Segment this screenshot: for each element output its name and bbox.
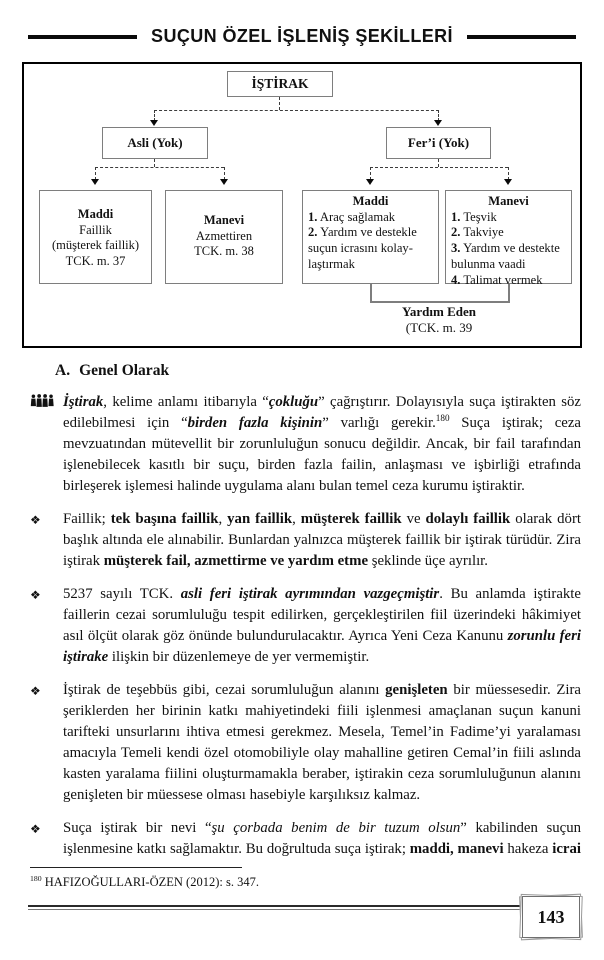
node-list-item: 2. Yardım ve destekle suçun icrasını kolaylaştırmak: [308, 225, 417, 271]
bullet-cell: [30, 680, 63, 806]
flow-node-istirak: İŞTİRAK: [227, 71, 333, 97]
paragraph: [30, 509, 581, 572]
body-content: [30, 362, 581, 860]
node-title: Maddi: [352, 194, 389, 208]
section-heading-text: Genel Olarak: [79, 362, 170, 379]
flow-node-feri: Fer’i (Yok): [386, 127, 491, 159]
yardim-eden-title: Yardım Eden: [401, 304, 477, 319]
flow-node-asli: Asli (Yok): [102, 127, 208, 159]
flow-node-asli-manevi: [165, 190, 283, 284]
bracket-line: [370, 301, 510, 303]
connector-line: [279, 97, 280, 110]
paragraph-text: Suça iştirak bir nevi “şu çorbada benim de bir tuzum olsun” kabilinden suçun işlenmesine katkı sağlamaktır. Bu doğrultuda suça iştirak; maddi, manevi hakeza icrai: [63, 820, 581, 857]
node-title: Manevi: [488, 194, 529, 208]
diamond-bullet-icon: ❖: [30, 822, 41, 836]
bullet-cell: [30, 392, 63, 497]
header-rule-left: [28, 35, 137, 39]
flow-node-feri-manevi: [445, 190, 572, 287]
bracket-line: [508, 284, 510, 301]
arrowhead-icon: [220, 179, 228, 185]
node-list-item: 1. Araç sağlamak: [308, 209, 396, 224]
node-line: TCK. m. 38: [194, 244, 254, 259]
paragraph: [30, 818, 581, 860]
paragraph: [30, 680, 581, 806]
bullet-cell: [30, 584, 63, 668]
section-heading-prefix: A.: [55, 362, 71, 379]
node-line: Faillik: [79, 222, 112, 237]
node-line: Azmettiren: [195, 228, 253, 243]
istirak-flowchart: [22, 62, 582, 348]
diamond-bullet-icon: ❖: [30, 684, 41, 698]
connector-line: [154, 110, 439, 111]
diamond-bullet-icon: ❖: [30, 588, 41, 602]
page-number-badge: [520, 895, 582, 939]
node-list-item: 1. Teşvik: [451, 209, 497, 224]
page-header: [28, 26, 576, 47]
node-list-item: 2. Takviye: [451, 225, 504, 240]
connector-line: [370, 167, 508, 168]
page-number: 143: [522, 896, 580, 938]
section-heading: [55, 362, 581, 380]
bullet-cell: [30, 509, 63, 572]
bullet-cell: [30, 818, 63, 860]
arrowhead-icon: [366, 179, 374, 185]
arrowhead-icon: [504, 179, 512, 185]
node-title: Maddi: [77, 207, 114, 221]
footnote-text: $^{180}$ HAFIZOĞULLARI-ÖZEN (2012): s. 347.: [30, 873, 259, 889]
arrowhead-icon: [91, 179, 99, 185]
yardim-eden-subtitle: (TCK. m. 39: [405, 320, 473, 336]
flow-label-yardim-eden: [364, 304, 514, 337]
connector-line: [95, 167, 224, 168]
flow-node-feri-maddi: [302, 190, 439, 284]
header-rule-right: [467, 35, 576, 39]
crowd-icon: [30, 394, 55, 407]
footnote-separator: [30, 867, 242, 868]
diamond-bullet-icon: ❖: [30, 513, 41, 527]
node-line: (müşterek faillik): [51, 238, 140, 253]
page-title: SUÇUN ÖZEL İŞLENİŞ ŞEKİLLERİ: [151, 26, 453, 46]
flow-node-asli-maddi: [39, 190, 152, 284]
connector-line: [438, 159, 439, 167]
footnote: [30, 867, 560, 890]
connector-line: [154, 159, 155, 167]
paragraph: [30, 392, 581, 497]
paragraph-text: 5237 sayılı TCK. asli feri iştirak ayrımından vazgeçmiştir. Bu anlamda iştirakte faillerin cezai sorumluluğu tespit edilirken, gerçekleştirilen fiil üzerindeki hâkimiyet asıl ölçüt olarak göz önünde bulundurulacaktır. Ayrıca Yeni Ceza Kanunu zorunlu feri iştirake ilişkin bir düzenlemeye de yer vermemiştir.: [63, 586, 581, 665]
bottom-rule: [28, 905, 532, 910]
node-line: TCK. m. 37: [65, 253, 126, 268]
paragraph: [30, 584, 581, 668]
paragraph-text: İştirak de teşebbüs gibi, cezai sorumluluğun alanını genişleten bir müessesedir. Zira şeriklerden her birinin katkı mahiyetindeki fiili işlenmesi amaçlanan suçun kanuni tarifteki unsurlarını ihtiva etmesi gerekmez. Mesela, Temel’in Fadime’yi yaralaması amacıyla Temeli kendi özel otomobiliyle olay mahalline getiren Cemal’in fiili aslında kasten yaralama fiilini oluşturmamakla beraber, iştirakin ceza sorumluluğunun alanını genişleten bir müessese olması hasebiyle karşılıksız kalmaz.: [63, 682, 581, 803]
node-list-item: 4. Talimat vermek: [451, 272, 543, 287]
arrowhead-icon: [434, 120, 442, 126]
paragraph-text: Faillik; tek başına faillik, yan faillik, müşterek faillik ve dolaylı faillik olarak dört başlık altında ele alınabilir. Bunlardan yalnızca müşterek faillik bir iştirak türüdür. Zira iştirak müşterek fail, azmettirme ve yardım etme şeklinde üçe ayrılır.: [63, 511, 581, 569]
paragraph-text: İştirak, kelime anlamı itibarıyla “çokluğu” çağrıştırır. Dolayısıyla suça iştirakten söz edilebilmesi için “birden fazla kişinin” varlığı gerekir.$^{180}$ Suça iştirak; ceza mevzuatından mütevellit bir zorunluluğun sonucu değildir. Ancak, bir fail tarafından işlenebilecek kasıtlı bir suçu, birden fazla failin, anlaşması ve işbirliği etrafında birleşerek işlemesi halinde uygulama alanı bulan temel ceza kurumu iştiraktir.: [63, 394, 582, 494]
bracket-line: [370, 284, 372, 301]
node-list-item: 3. Yardım ve destekte bulunma vaadi: [451, 241, 560, 271]
arrowhead-icon: [150, 120, 158, 126]
node-title: Manevi: [203, 213, 245, 227]
